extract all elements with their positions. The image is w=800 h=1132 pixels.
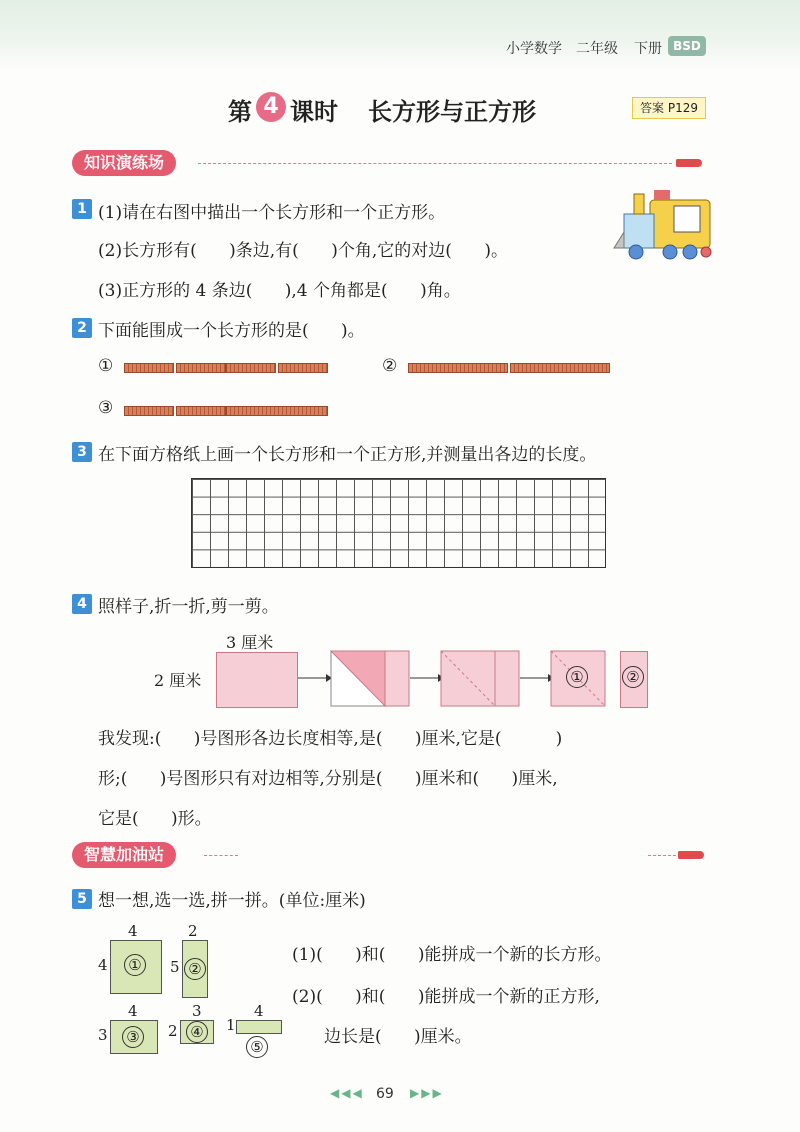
question-number: 3 xyxy=(72,442,92,462)
section-divider xyxy=(648,855,676,856)
stick xyxy=(124,406,174,416)
stick xyxy=(408,363,508,373)
fold-step-1 xyxy=(330,650,410,708)
shape-2-top: 2 xyxy=(188,922,198,940)
piece-1-label: ① xyxy=(566,666,588,688)
width-label: 3 厘米 xyxy=(226,633,274,652)
height-label: 2 厘米 xyxy=(154,671,202,690)
title-prefix: 第 xyxy=(228,98,252,126)
shape-5-label: ⑤ xyxy=(246,1036,268,1058)
q1-line3: (3)正方形的 4 条边( ),4 个角都是( )角。 xyxy=(98,281,461,301)
question-number: 2 xyxy=(72,318,92,338)
shape-1-top: 4 xyxy=(128,922,138,940)
q5-line2: (2)( )和( )能拼成一个新的正方形, xyxy=(292,987,600,1007)
shape-1-side: 4 xyxy=(98,956,108,974)
q2-text: 下面能围成一个长方形的是( )。 xyxy=(98,321,365,341)
option-2-label: ② xyxy=(382,356,398,376)
piece-2-label: ② xyxy=(622,666,644,688)
q5-line3: 边长是( )厘米。 xyxy=(324,1027,472,1047)
q4-line2: 形;( )号图形只有对边相等,分别是( )厘米和( )厘米, xyxy=(98,769,558,789)
prev-arrows-icon: ◀◀◀ xyxy=(330,1086,364,1100)
stick xyxy=(124,363,174,373)
answer-ref xyxy=(632,97,706,119)
stick xyxy=(510,363,610,373)
header-series: 小学数学 xyxy=(506,41,562,57)
next-arrows-icon: ▶▶▶ xyxy=(410,1086,444,1100)
header-band xyxy=(0,0,800,70)
edition-badge: BSD xyxy=(668,36,706,56)
lesson-number-badge: 4 xyxy=(256,92,286,122)
shape-3-top: 4 xyxy=(128,1002,138,1020)
shape-5 xyxy=(236,1020,282,1034)
pencil-icon xyxy=(676,159,702,167)
q4-line1: 我发现:( )号图形各边长度相等,是( )厘米,它是( ) xyxy=(98,729,563,749)
section-divider xyxy=(198,163,672,164)
paper-rectangle xyxy=(216,652,298,708)
shape-4-side: 2 xyxy=(168,1022,178,1040)
page-title: 长方形与正方形 xyxy=(368,98,536,126)
shape-5-side: 1 xyxy=(226,1016,236,1034)
arrow-icon xyxy=(520,672,554,684)
stick xyxy=(176,363,226,373)
title-suffix: 课时 xyxy=(290,98,338,126)
train-illustration xyxy=(612,186,716,268)
fold-step-2 xyxy=(440,650,520,708)
question-number: 1 xyxy=(72,199,92,219)
q4-text: 照样子,折一折,剪一剪。 xyxy=(98,597,279,617)
q3-text: 在下面方格纸上画一个长方形和一个正方形,并测量出各边的长度。 xyxy=(98,445,597,465)
shape-2-side: 5 xyxy=(170,958,180,976)
shape-4-top: 3 xyxy=(192,1002,202,1020)
question-number: 5 xyxy=(72,889,92,909)
answer-label: 答案 xyxy=(640,101,665,115)
stick xyxy=(176,406,226,416)
section-wisdom: 智慧加油站 xyxy=(72,842,176,868)
section-practice: 知识演练场 xyxy=(72,150,176,176)
stick xyxy=(278,363,328,373)
page-number: 69 xyxy=(376,1086,394,1102)
shape-5-top: 4 xyxy=(254,1002,264,1020)
shape-1-label: ① xyxy=(124,954,146,976)
q5-line1: (1)( )和( )能拼成一个新的长方形。 xyxy=(292,945,612,965)
pencil-icon xyxy=(678,851,704,859)
shape-2-label: ② xyxy=(184,958,206,980)
option-1-label: ① xyxy=(98,356,114,376)
arrow-icon xyxy=(298,672,332,684)
arrow-icon xyxy=(410,672,444,684)
stick xyxy=(226,363,276,373)
option-3-label: ③ xyxy=(98,398,114,418)
q5-text: 想一想,选一选,拼一拼。(单位:厘米) xyxy=(98,891,366,911)
shape-4-label: ④ xyxy=(186,1021,208,1043)
grid-paper[interactable] xyxy=(191,478,606,568)
section-divider xyxy=(204,855,238,856)
shape-3-side: 3 xyxy=(98,1026,108,1044)
stick xyxy=(226,406,328,416)
shape-3-label: ③ xyxy=(122,1026,144,1048)
answer-page: P129 xyxy=(667,101,698,115)
q1-line2: (2)长方形有( )条边,有( )个角,它的对边( )。 xyxy=(98,241,508,261)
header-volume: 下册 xyxy=(634,41,662,57)
question-number: 4 xyxy=(72,594,92,614)
header-grade: 二年级 xyxy=(576,41,618,57)
q4-line3: 它是( )形。 xyxy=(98,809,212,829)
q1-line1: (1)请在右图中描出一个长方形和一个正方形。 xyxy=(98,203,446,223)
